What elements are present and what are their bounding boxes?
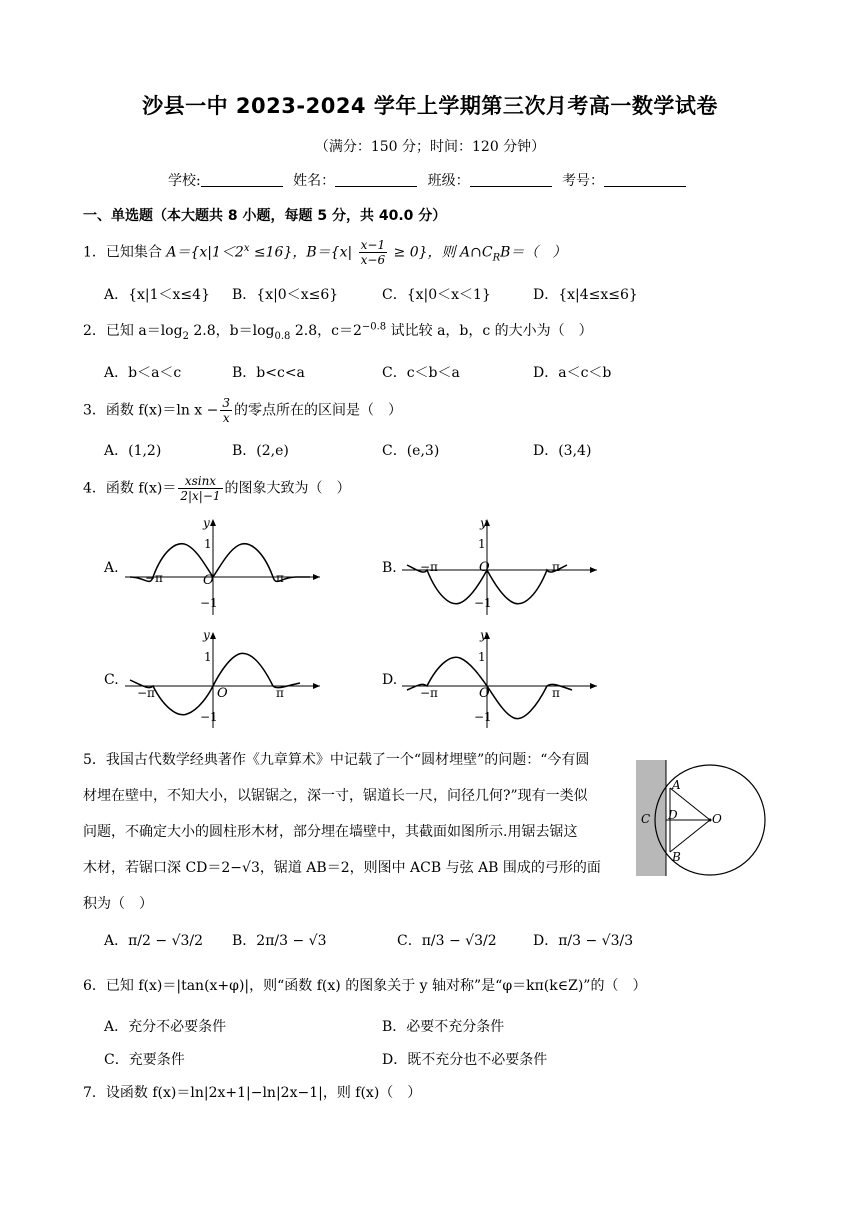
class-blank[interactable] [470, 172, 552, 187]
q3-option-b[interactable]: B．(2,e) [232, 443, 289, 459]
q6-option-d[interactable]: D．既不充分也不必要条件 [382, 1052, 548, 1068]
q4-label-d[interactable]: D. [382, 672, 398, 688]
question-4: 4．函数 f(x)＝ $\frac{xsinx}{2|x|-1}$ 的图象大致为（ ） [83, 474, 351, 503]
name-blank[interactable] [335, 172, 417, 187]
q5-option-a[interactable]: A．π/2 − √3/2 [104, 933, 204, 949]
q6-option-b[interactable]: B．必要不充分条件 [382, 1019, 505, 1035]
q4-label-c[interactable]: C. [104, 672, 119, 688]
q4-label-b[interactable]: B. [382, 560, 397, 576]
q5-option-c[interactable]: C．π/3 − √3/2 [397, 933, 497, 949]
q4-graph-a[interactable] [125, 515, 325, 615]
q4-label-a[interactable]: A. [104, 560, 119, 576]
q5-option-d[interactable]: D．π/3 − √3/3 [533, 933, 634, 949]
q1-fraction: $\frac{x-1}{x-6}$ [360, 238, 386, 267]
q1-option-b[interactable]: B．{x|0＜x≤6} [232, 287, 339, 303]
q6-option-c[interactable]: C．充要条件 [104, 1052, 185, 1068]
q4-graph-c[interactable] [125, 628, 325, 728]
exam-no-label: 考号： [562, 173, 605, 189]
q3-fraction: $\frac{3}{x}$ [222, 396, 231, 425]
q2-option-a[interactable]: A．b＜a＜c [104, 365, 182, 381]
question-7: 7．设函数 f(x)＝ln|2x+1|−ln|2x−1|，则 f(x)（ ） [83, 1085, 422, 1101]
question-1: 1．已知集合 $A=\{x|1<2^x \le 16\}$，B＝{x| $\frac{x-1}{x-6}$ ≥ 0}，则 $A\cap C_RB=$（ ） [83, 238, 567, 267]
q4-graph-d[interactable] [402, 628, 602, 728]
question-5: 5．我国古代数学经典著作《九章算术》中记载了一个“圆材埋壁”的问题：“今有圆 材埋在壁中，不知大小，以锯锯之，深一寸，锯道长一尺，问径几何?”现有一类似 问题，不确定大小的圆柱形木材，部分埋在墙壁中，其截面如图所示.用锯去锯这 木材，若锯口深 CD＝2−√3，锯道 AB＝2，则图中 ACB 与弦 AB 围成的弓形的面 积为（ ） [83, 752, 601, 912]
exam-no-blank[interactable] [604, 172, 686, 187]
q3-option-c[interactable]: C．(e,3) [382, 443, 440, 459]
q2-option-d[interactable]: D．a＜c＜b [533, 365, 612, 381]
q5-circle-figure [634, 758, 774, 878]
question-6: 6．已知 f(x)＝|tan(x+φ)|，则“函数 f(x) 的图象关于 y 轴对称”是“φ＝kπ(k∈Z)”的（ ） [83, 978, 647, 994]
q6-option-a[interactable]: A．充分不必要条件 [104, 1019, 227, 1035]
school-label: 学校: [167, 173, 201, 189]
q5-option-b[interactable]: B．2π/3 − √3 [232, 933, 327, 949]
exam-title: 沙县一中 2023-2024 学年上学期第三次月考高一数学试卷 [142, 94, 718, 118]
q4-fraction: $\frac{xsinx}{2|x|-1}$ [180, 474, 221, 503]
q3-option-a[interactable]: A．(1,2) [104, 443, 162, 459]
exam-page: 沙县一中 2023-2024 学年上学期第三次月考高一数学试卷 （满分：150 分；时间：120 分钟） 学校: 姓名： 班级： 考号： 一、单选题（本大题共 8 小题，每题 5 分，共 40.0 分） 1．已知集合 $A=\{x|1<2^x \le 16\}$，B＝{x| $\frac{x-1}{x-6}$ ≥ 0}，则 $A\cap C_RB=$（ ） A．{x|1＜x≤4} B．{x|0＜x≤6} C．{x|0＜x＜1} D．{x|4≤x≤6} 2．已知 $a=\log_2$ 2.8，$b=\log_{0.8}$ 2.8，$c=2^{-0.8}$ 试比较 a，b，c 的大小为（ ） A．b＜a＜c B．b<c<a C．c＜b＜a D．a＜c＜b 3．函数 f(x)＝ln x − $\frac{3}{x}$ 的零点所在的区间是（ ） A．(1,2) B．(2,e) C．(e,3) D．(3,4) 4．函数 f(x)＝ $\frac{xsinx}{2|x|-1}$ 的图象大致为（ ） A. y 1 −1 O −π π B. y 1 −1 O −π π C. y 1 −1 O −π π D. y 1 −1 O −π π 5．我国古代数学经典著作《九章算术》中记载了一个“圆材埋壁”的问题：“今有圆 材埋在壁中，不知大小，以锯锯之，深一寸，锯道长一尺，问径几何?”现有一类似 问题，不确定大小的圆柱形木材，部分埋在墙壁中，其截面如图所示.用锯去锯这 木材，若锯口深 CD＝2−√3，锯道 AB＝2，则图中 ACB 与弦 AB 围成的弓形的面 积为（ ） A B C D O A．π/2 − √3/2 B．2π/3 − √3 C．π/3 − √3/2 D．π/3 − √3/3 6．已知 f(x)＝|tan(x+φ)|，则“函数 f(x) 的图象关于 y 轴对称”是“φ＝kπ(k∈Z)”的（ ） A．充分不必要条件 B．必要不充分条件 C．充要条件 D．既不充分也不必要条件 7．设函数 f(x)＝ln|2x+1|−ln|2x−1|，则 f(x)（ ） [0, 0, 860, 1216]
q1-option-c[interactable]: C．{x|0＜x＜1} [382, 287, 491, 303]
name-label: 姓名： [293, 173, 336, 189]
question-2: 2．已知 $a=\log_2$ 2.8，$b=\log_{0.8}$ 2.8，$c=2^{-0.8}$ 试比较 a，b，c 的大小为（ ） [83, 321, 593, 342]
section-heading: 一、单选题（本大题共 8 小题，每题 5 分，共 40.0 分） [83, 208, 447, 224]
q3-option-d[interactable]: D．(3,4) [533, 443, 592, 459]
school-blank[interactable] [201, 172, 283, 187]
q2-option-c[interactable]: C．c＜b＜a [382, 365, 460, 381]
student-info-row [0, 170, 860, 190]
question-3: 3．函数 f(x)＝ln x − $\frac{3}{x}$ 的零点所在的区间是（ ） [83, 396, 403, 425]
q2-option-b[interactable]: B．b<c<a [232, 365, 305, 381]
q1-option-d[interactable]: D．{x|4≤x≤6} [533, 287, 638, 303]
exam-subtitle: （满分：150 分；时间：120 分钟） [314, 139, 546, 155]
q1-option-a[interactable]: A．{x|1＜x≤4} [104, 287, 210, 303]
class-label: 班级： [427, 173, 470, 189]
